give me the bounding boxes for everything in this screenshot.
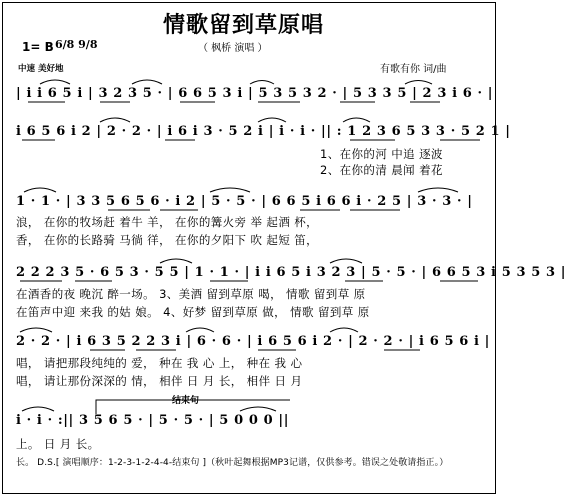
notation-row-3: 1 · 1 · | 3 3 5 6 5 6 · i 2 | 5 · 5 · | 6 6 5 i 6 6 i · 2 5 | 3 · 3 · | — [16, 194, 473, 209]
tempo-marking: 中速 美好地 — [18, 64, 64, 74]
time-signature: 6/8 9/8 — [55, 38, 98, 51]
ending-label: 结束句 — [172, 396, 200, 406]
tie-arc — [405, 81, 432, 85]
tie-arc — [186, 328, 214, 332]
lyric-row-3-verse-2: 香， 在你的长路骑 马徜 徉， 在你的夕阳下 吹 起短 笛， — [16, 233, 319, 247]
tie-arc — [330, 328, 358, 332]
lyric-row-5-verse-2: 唱， 请让那份深深的 情， 相伴 日 月 长， 相伴 日 月 — [16, 374, 303, 388]
song-title: 情歌留到草原唱 — [163, 13, 325, 38]
tie-arc — [240, 407, 276, 411]
notation-row-2: i 6 5 6 i 2 | 2 · 2 · | i 6 i 3 · 5 2 i | i · i · || : 1 2 3 6 5 3 3 · 5 2 1 | — [16, 124, 511, 139]
tie-arc — [160, 259, 192, 263]
lyric-row-2-verse-2: 2、在你的清 晨闻 着花 — [320, 163, 443, 177]
lyric-row-3-verse-1: 浪， 在你的牧场赶 着牛 羊， 在你的篝火旁 举 起酒 杯， — [16, 215, 319, 229]
tie-arc — [258, 118, 286, 122]
tie-arc — [22, 407, 54, 411]
lyric-row-5-verse-1: 唱， 请把那段纯纯的 爱， 种在 我 心 上， 种在 我 心 — [16, 356, 303, 370]
tie-arc — [20, 328, 52, 332]
key-signature: 1= B — [22, 40, 54, 54]
lyric-row-6-verse-1: 上。 日 月 长。 — [16, 437, 100, 451]
tie-arc — [132, 80, 162, 84]
lyric-row-4-verse-1: 在酒香的夜 晚沉 醉一场。 3、美酒 留到草原 喝， 情歌 留到草 原 — [16, 287, 366, 301]
notation-row-1: | i i 6 5 i | 3 2 3 5 · | 6 6 5 3 i | 5 3 5 3 2 · | 5 3 3 5 | 2 3 i 6 · | — [16, 86, 494, 101]
lyricist-composer: 有歌有你 词/曲 — [380, 64, 447, 75]
notation-row-5: 2 · 2 · | i 6 3 5 2 2 3 i | 6 · 6 · | i 6 5 6 i 2 · | 2 · 2 · | i 6 5 6 i | — [16, 334, 491, 349]
lyric-row-4-verse-2: 在笛声中迎 来我 的姑 娘。 4、好梦 留到草原 做， 情歌 留到草 原 — [16, 305, 370, 319]
lyric-row-6-verse-2: 长。 D.S.[ 演唱顺序：1-2-3-1-2-4-4-结束句 ]（秋叶起舞根据MP3记谱，仅供参考。错误之处敬请指正。） — [16, 458, 449, 468]
notation-row-6: i · i · :|| 3 5 6 5 · | 5 · 5 · | 5 0 0 0 || — [16, 413, 290, 428]
tie-arc — [24, 188, 56, 192]
lyric-row-2-verse-1: 1、在你的河 中追 逐波 — [320, 147, 443, 161]
singer-credit: （ 枫桥 演唱 ） — [198, 43, 268, 54]
tie-arc — [343, 118, 370, 122]
tie-arc — [250, 81, 274, 85]
notation-row-4: 2 2 2 3 5 · 6 5 3 · 5 5 | 1 · 1 · | i i 6 5 i 3 2 3 | 5 · 5 · | 6 6 5 3 i 5 3 5 3 | — [16, 265, 566, 280]
tie-arc — [330, 259, 362, 263]
tie-arc — [40, 80, 70, 84]
tie-arc — [418, 188, 458, 192]
tie-arc — [210, 188, 250, 192]
tie-arc — [100, 118, 130, 122]
